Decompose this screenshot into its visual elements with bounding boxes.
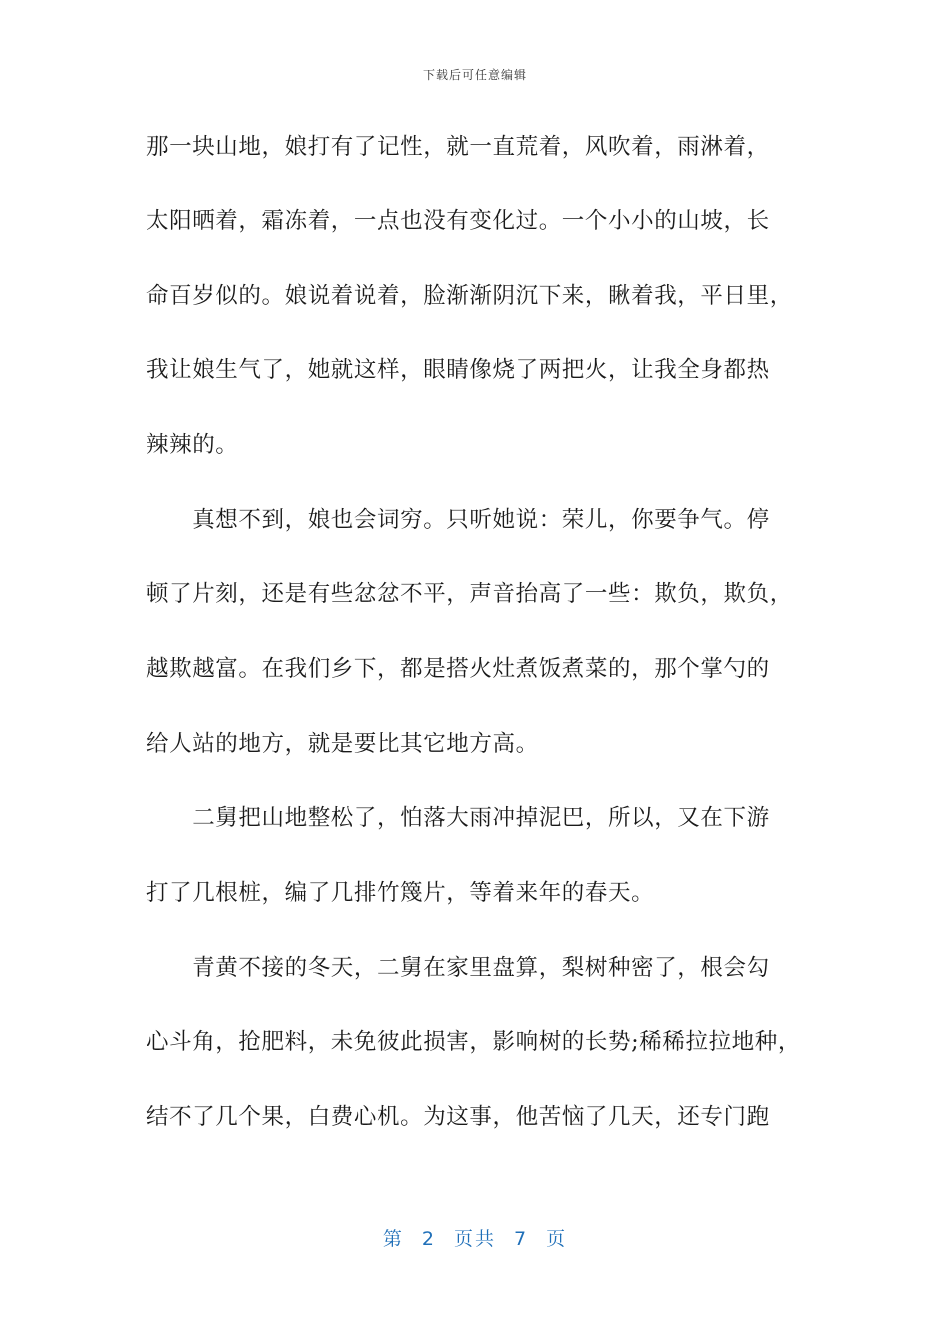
footer-suffix: 页 — [546, 1228, 568, 1250]
text-line: 结不了几个果，白费心机。为这事，他苦恼了几天，还专门跑 — [146, 1104, 770, 1130]
page-number-footer — [0, 1224, 950, 1251]
footer-prefix: 第 — [382, 1228, 404, 1250]
page-header-note: 下载后可任意编辑 — [422, 68, 527, 82]
text-line: 顿了片刻，还是有些忿忿不平，声音抬高了一些：欺负，欺负， — [146, 581, 793, 607]
current-page-number: 2 — [421, 1228, 436, 1250]
text-line: 越欺越富。在我们乡下，都是搭火灶煮饭煮菜的，那个掌勺的 — [146, 656, 770, 682]
text-line: 青黄不接的冬天，二舅在家里盘算，梨树种密了，根会勾 — [146, 955, 770, 981]
text-line: 辣辣的。 — [146, 432, 239, 458]
text-line: 心斗角，抢肥料，未免彼此损害，影响树的长势;稀稀拉拉地种， — [146, 1029, 801, 1055]
text-line: 太阳晒着，霜冻着，一点也没有变化过。一个小小的山坡，长 — [146, 208, 770, 234]
text-line: 真想不到，娘也会词穷。只听她说：荣儿，你要争气。停 — [146, 507, 770, 533]
total-page-count: 7 — [514, 1228, 529, 1250]
text-line: 命百岁似的。娘说着说着，脸渐渐阴沉下来，瞅着我，平日里， — [146, 283, 793, 309]
text-line: 给人站的地方，就是要比其它地方高。 — [146, 731, 539, 757]
text-line: 我让娘生气了，她就这样，眼睛像烧了两把火，让我全身都热 — [146, 357, 770, 383]
text-line: 打了几根桩，编了几排竹篾片，等着来年的春天。 — [146, 880, 655, 906]
text-line: 那一块山地，娘打有了记性，就一直荒着，风吹着，雨淋着， — [146, 134, 770, 160]
footer-middle: 页共 — [453, 1228, 496, 1250]
text-line: 二舅把山地整松了，怕落大雨冲掉泥巴，所以，又在下游 — [146, 805, 770, 831]
